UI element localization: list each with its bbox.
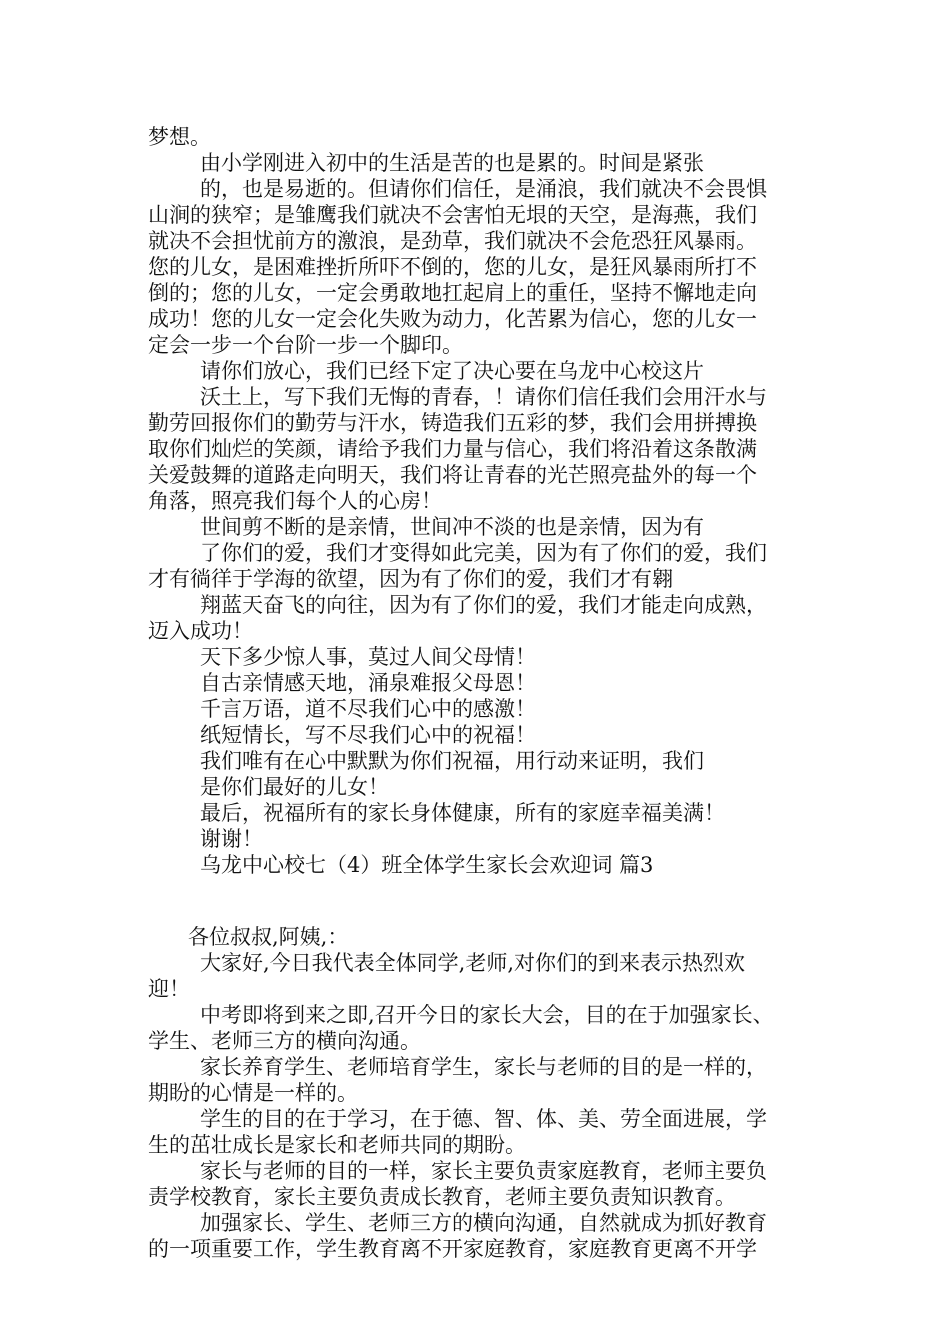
text-line: 定会一步一个台阶一步一个脚印。 (148, 333, 463, 357)
text-line: 最后，祝福所有的家长身体健康，所有的家庭幸福美满！ (200, 801, 725, 825)
text-line: 就决不会担忧前方的激浪，是劲草，我们就决不会危恐狂风暴雨。 (148, 229, 757, 253)
text-line: 才有徜徉于学海的欲望，因为有了你们的爱，我们才有翱 (148, 567, 673, 591)
text-line: 沃土上，写下我们无悔的青春，！请你们信任我们会用汗水与 (200, 385, 767, 409)
text-line: 生的茁壮成长是家长和老师共同的期盼。 (148, 1133, 526, 1157)
text-line: 学生的目的在于学习，在于德、智、体、美、劳全面进展，学 (200, 1107, 767, 1131)
text-line: 勤劳回报你们的勤劳与汗水，铸造我们五彩的梦，我们会用拼搏换 (148, 411, 757, 435)
section-heading: 乌龙中心校七（4）班全体学生家长会欢迎词 篇3 (200, 853, 654, 877)
text-line: 世间剪不断的是亲情，世间冲不淡的也是亲情，因为有 (200, 515, 704, 539)
text-line: 是你们最好的儿女！ (200, 775, 389, 799)
text-line: 天下多少惊人事，莫过人间父母情！ (200, 645, 536, 669)
text-line: 谢谢！ (200, 827, 263, 851)
salutation: 各位叔叔,阿姨,： (188, 925, 349, 949)
text-line: 自古亲情感天地，涌泉难报父母恩！ (200, 671, 536, 695)
text-line: 成功！您的儿女一定会化失败为动力，化苦累为信心，您的儿女一 (148, 307, 757, 331)
text-line: 中考即将到来之即,召开今日的家长大会，目的在于加强家长、 (200, 1003, 774, 1027)
text-line: 家长与老师的目的一样，家长主要负责家庭教育，老师主要负 (200, 1159, 767, 1183)
text-line: 取你们灿烂的笑颜，请给予我们力量与信心，我们将沿着这条散满 (148, 437, 757, 461)
text-line: 倒的；您的儿女，一定会勇敢地扛起肩上的重任，坚持不懈地走向 (148, 281, 757, 305)
text-line: 加强家长、学生、老师三方的横向沟通，自然就成为抓好教育 (200, 1211, 767, 1235)
text-line: 期盼的心情是一样的。 (148, 1081, 358, 1105)
text-line: 我们唯有在心中默默为你们祝福，用行动来证明，我们 (200, 749, 704, 773)
text-line: 翔蓝天奋飞的向往，因为有了你们的爱，我们才能走向成熟， (200, 593, 767, 617)
text-line: 梦想。 (148, 125, 211, 149)
text-line: 的一项重要工作，学生教育离不开家庭教育，家庭教育更离不开学 (148, 1237, 757, 1261)
text-line: 纸短情长，写不尽我们心中的祝福！ (200, 723, 536, 747)
text-line: 家长养育学生、老师培育学生，家长与老师的目的是一样的， (200, 1055, 767, 1079)
text-line: 千言万语，道不尽我们心中的感激！ (200, 697, 536, 721)
text-line: 迎！ (148, 977, 190, 1001)
text-line: 关爱鼓舞的道路走向明天，我们将让青春的光芒照亮盐外的每一个 (148, 463, 757, 487)
text-line: 责学校教育，家长主要负责成长教育，老师主要负责知识教育。 (148, 1185, 736, 1209)
text-line: 学生、老师三方的横向沟通。 (148, 1029, 421, 1053)
text-line: 迈入成功！ (148, 619, 253, 643)
text-line: 山涧的狭窄；是雏鹰我们就决不会害怕无垠的天空，是海燕，我们 (148, 203, 757, 227)
text-line: 的，也是易逝的。但请你们信任，是涌浪，我们就决不会畏惧 (200, 177, 767, 201)
text-line: 角落，照亮我们每个人的心房！ (148, 489, 442, 513)
text-line: 由小学刚进入初中的生活是苦的也是累的。时间是紧张 (200, 151, 704, 175)
text-line: 您的儿女，是困难挫折所吓不倒的，您的儿女，是狂风暴雨所打不 (148, 255, 757, 279)
text-line: 请你们放心，我们已经下定了决心要在乌龙中心校这片 (200, 359, 704, 383)
text-line: 了你们的爱，我们才变得如此完美，因为有了你们的爱，我们 (200, 541, 767, 565)
text-line: 大家好,今日我代表全体同学,老师,对你们的到来表示热烈欢 (200, 951, 746, 975)
